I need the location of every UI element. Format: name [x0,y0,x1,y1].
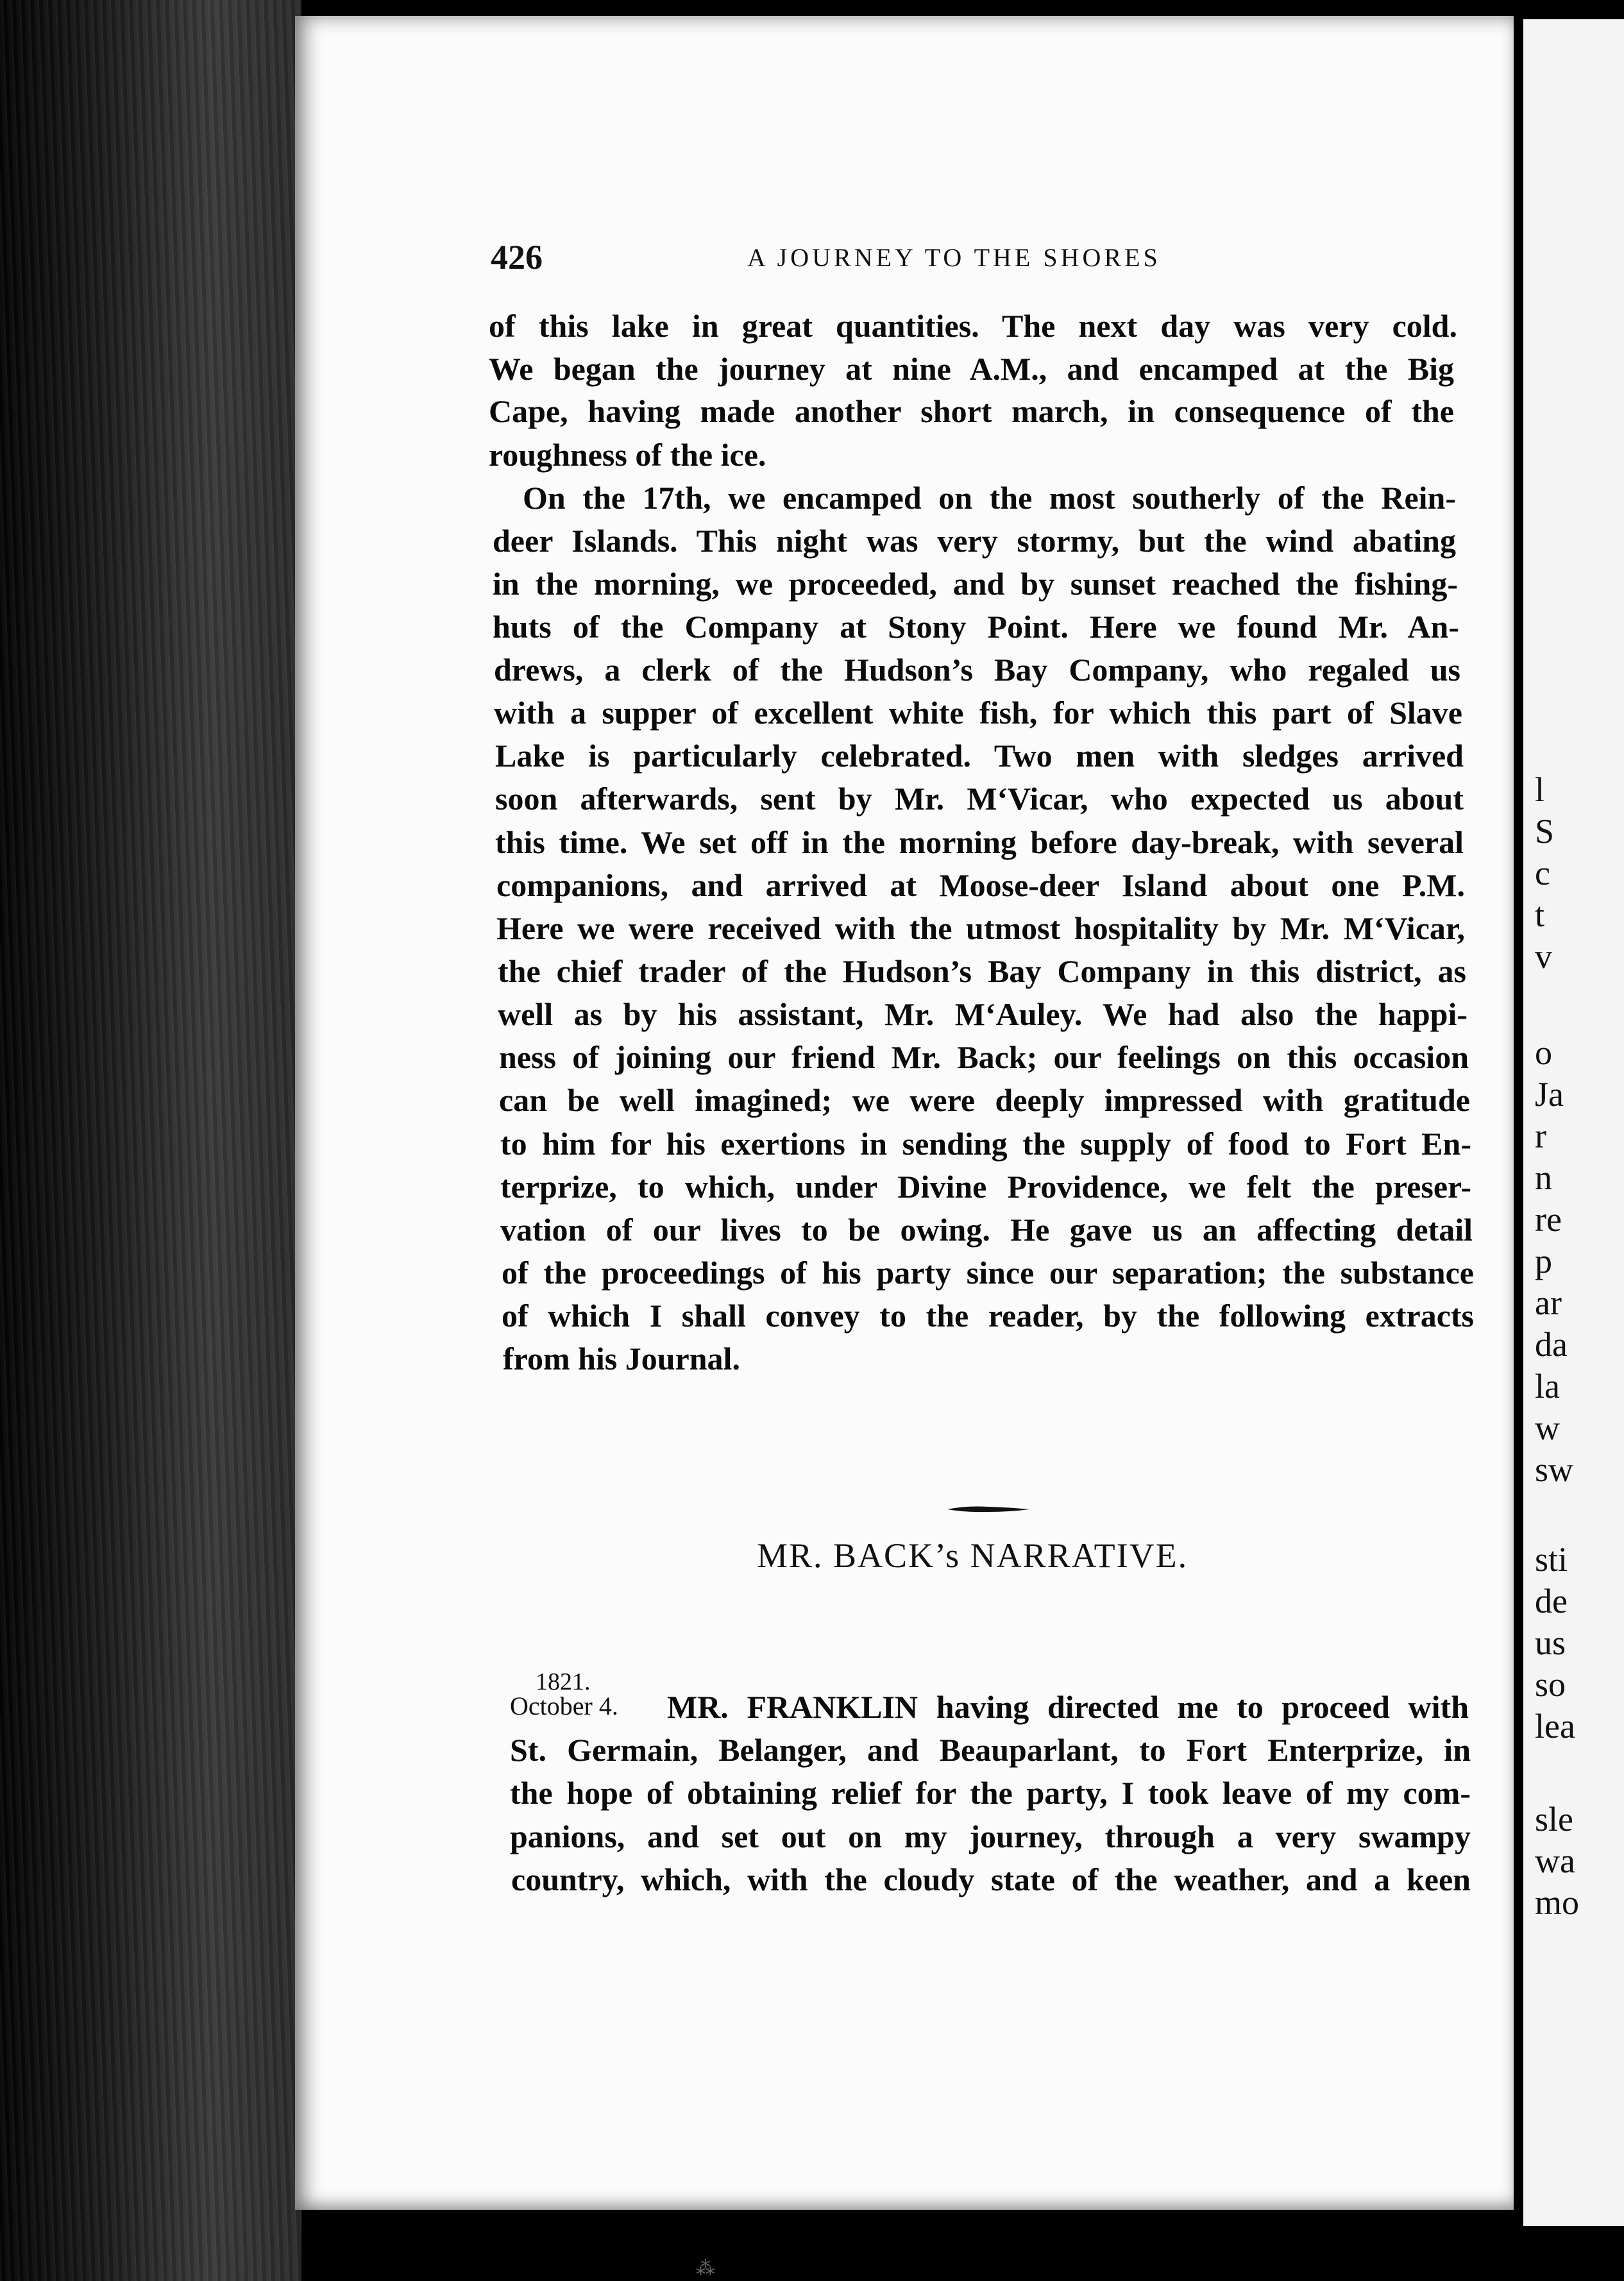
facing-fragment: r [1535,1117,1546,1155]
facing-fragment: sw [1535,1450,1574,1489]
page-number: 426 [491,238,543,276]
facing-fragment: da [1535,1325,1568,1364]
text-line: Cape, having made another short march, in consequence of the [489,393,1454,429]
text-line: of which I shall convey to the reader, by the following extracts [502,1298,1474,1334]
text-line: vation of our lives to be owing. He gave us an affecting detail [500,1212,1473,1248]
facing-fragment: Ja [1535,1075,1564,1114]
facing-fragment: ar [1535,1284,1562,1322]
facing-fragment: wa [1535,1842,1575,1880]
text-line: the chief trader of the Hudson’s Bay Company in this district, as [498,953,1466,989]
text-line: We began the journey at nine A.M., and encamped at the Big [489,351,1454,387]
text-line: to him for his exertions in sending the supply of food to Fort En- [500,1126,1471,1162]
text-line: from his Journal. [503,1341,740,1377]
facing-fragment: l [1535,770,1545,809]
text-line: On the 17th, we encamped on the most southerly of the Rein- [523,480,1456,516]
facing-fragment: la [1535,1367,1560,1405]
text-line: roughness of the ice. [489,437,766,473]
text-line: this time. We set off in the morning before day-break, with several [495,824,1464,860]
text-line: country, which, with the cloudy state of the weather, and a keen [511,1861,1471,1897]
facing-fragment: sle [1535,1800,1573,1838]
facing-fragment: n [1535,1158,1552,1197]
text-line: Lake is particularly celebrated. Two men with sledges arrived [495,738,1464,774]
facing-fragment: de [1535,1582,1568,1620]
text-line: well as by his assistant, Mr. M‘Auley. We had also the happi- [498,996,1468,1032]
facing-fragment: v [1535,937,1552,976]
facing-fragment: o [1535,1033,1552,1072]
text-line: can be well imagined; we were deeply impressed with gratitude [499,1082,1470,1118]
text-line: soon afterwards, sent by Mr. M‘Vicar, who expected us about [495,781,1464,817]
text-line: ness of joining our friend Mr. Back; our feelings on this occasion [499,1039,1469,1075]
text-line: terprize, to which, under Divine Providence, we felt the preser- [500,1169,1471,1205]
text-line: the hope of obtaining relief for the party, I took leave of my com- [510,1775,1471,1811]
ornament-rule [946,1503,1031,1516]
facing-fragment: w [1535,1409,1560,1447]
facing-fragment: lea [1535,1707,1575,1745]
margin-date: October 4. [510,1692,618,1720]
text-line: Here we were received with the utmost hospitality by Mr. M‘Vicar, [496,910,1465,946]
opening-rest: having directed me to proceed with [918,1689,1469,1725]
text-line: St. Germain, Belanger, and Beauparlant, to Fort Enterprize, in [510,1732,1471,1768]
text-line: of the proceedings of his party since our separation; the substance [502,1255,1474,1291]
facing-fragment: mo [1535,1883,1580,1922]
facing-fragment: us [1535,1624,1566,1662]
text-line [667,1686,1469,1728]
facing-fragment: S [1535,812,1555,851]
text-line: panions, and set out on my journey, through a very swampy [510,1819,1471,1854]
running-title: A JOURNEY TO THE SHORES [747,243,1161,272]
facing-fragment: t [1535,895,1545,934]
text-line: with a supper of excellent white fish, for which this part of Slave [494,695,1462,731]
text-line: huts of the Company at Stony Point. Here we found Mr. An- [493,609,1459,645]
margin-year: 1821. [536,1668,591,1695]
text-line: deer Islands. This night was very stormy, but the wind abating [493,523,1456,559]
facing-fragment: re [1535,1200,1562,1239]
facing-fragment: so [1535,1665,1566,1704]
text-line: drews, a clerk of the Hudson’s Bay Company, who regaled us [494,652,1460,688]
scan-mark: ⁂ [696,2258,715,2279]
text-line: companions, and arrived at Moose-deer Island about one P.M. [496,867,1465,903]
facing-fragment: c [1535,854,1550,892]
opening-name: MR. FRANKLIN [667,1689,918,1725]
text-line: in the morning, we proceeded, and by sunset reached the fishing- [493,566,1458,602]
section-title: MR. BACK’s NARRATIVE. [757,1536,1188,1575]
facing-fragment: p [1535,1242,1552,1280]
facing-fragment: sti [1535,1540,1568,1579]
text-line: of this lake in great quantities. The next day was very cold. [489,308,1457,344]
